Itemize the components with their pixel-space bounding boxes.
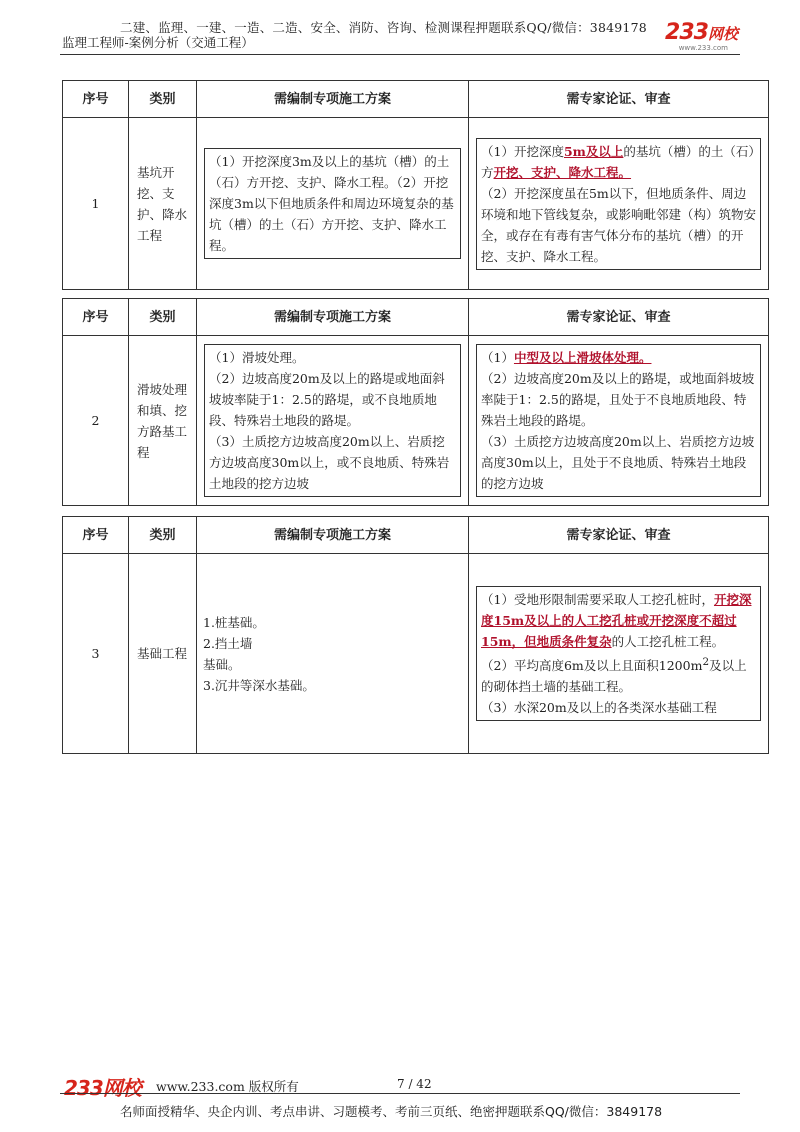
row-num: 1 xyxy=(63,118,129,290)
col-header-category: 类别 xyxy=(129,81,197,118)
table-header-row xyxy=(63,299,769,336)
row-expert: （1）受地形限制需要采取人工挖孔桩时，开挖深度15m及以上的人工挖孔桩或开挖深度不超过15m，但地质条件复杂的人工挖孔桩工程。 （2）平均高度6m及以上且面积$1200m^2$及以上的砌体挡土墙的基础工程。 （3）水深20m及以上的各类深水基础工程 xyxy=(469,554,769,754)
table-row-1-block xyxy=(62,80,769,290)
table-row-2-block xyxy=(62,298,769,506)
row-plan: （1）开挖深度3m及以上的基坑（槽）的土（石）方开挖、支护、降水工程。（2）开挖深度3m以下但地质条件和周边环境复杂的基坑（槽）的土（石）方开挖、支护、降水工程。 xyxy=(197,118,469,290)
row-category: 基坑开挖、支护、降水工程 xyxy=(129,118,197,290)
row-category: 滑坡处理和填、挖方路基工程 xyxy=(129,336,197,506)
footer-brand-logo: 233网校 xyxy=(64,1076,141,1100)
footer-copyright: www.233.com 版权所有 xyxy=(156,1079,299,1094)
table-row-3-block xyxy=(62,516,769,754)
col-header-category: 类别 xyxy=(129,299,197,336)
col-header-plan: 需编制专项施工方案 xyxy=(197,81,469,118)
row-category: 基础工程 xyxy=(129,554,197,754)
table-row xyxy=(63,118,769,290)
footer-promo-text: 名师面授精华、央企内训、考点串讲、习题模考、考前三页纸、绝密押题联系QQ/微信：3849178 xyxy=(120,1104,663,1119)
header-doc-title: 监理工程师-案例分析（交通工程） xyxy=(62,35,254,50)
table-header-row xyxy=(63,517,769,554)
col-header-expert: 需专家论证、审查 xyxy=(469,81,769,118)
brand-logo-url: www.233.com xyxy=(678,44,728,52)
col-header-category: 类别 xyxy=(129,517,197,554)
col-header-num: 序号 xyxy=(63,299,129,336)
col-header-num: 序号 xyxy=(63,81,129,118)
row-num: 3 xyxy=(63,554,129,754)
col-header-plan: 需编制专项施工方案 xyxy=(197,517,469,554)
row-expert: （1）开挖深度5m及以上的基坑（槽）的土（石）方开挖、支护、降水工程。 （2）开挖深度虽在5m以下，但地质条件、周边环境和地下管线复杂，或影响毗邻建（构）筑物安全，或存在有毒有害气体分布的基坑（槽）的开挖、支护、降水工程。 xyxy=(469,118,769,290)
col-header-num: 序号 xyxy=(63,517,129,554)
header-rule xyxy=(60,54,740,55)
row-plan: 1.桩基础。 2.挡土墙 基础。 3.沉井等深水基础。 xyxy=(197,554,469,754)
brand-logo: 233网校 xyxy=(665,20,738,45)
row-num: 2 xyxy=(63,336,129,506)
table-row xyxy=(63,554,769,754)
col-header-plan: 需编制专项施工方案 xyxy=(197,299,469,336)
table-header-row xyxy=(63,81,769,118)
col-header-expert: 需专家论证、审查 xyxy=(469,299,769,336)
header-promo-text: 二建、监理、一建、一造、二造、安全、消防、咨询、检测课程押题联系QQ/微信：3849178 xyxy=(120,20,647,35)
col-header-expert: 需专家论证、审查 xyxy=(469,517,769,554)
row-expert: （1）中型及以上滑坡体处理。 （2）边坡高度20m及以上的路堤，或地面斜坡坡率陡于1：2.5的路堤，且处于不良地质地段、特殊岩土地段的路堤。 （3）土质挖方边坡高度20m以上、岩质挖方边坡高度30m以上，且处于不良地质、特殊岩土地段的挖方边坡 xyxy=(469,336,769,506)
row-plan: （1）滑坡处理。 （2）边坡高度20m及以上的路堤或地面斜坡坡率陡于1：2.5的路堤，或不良地质地段、特殊岩土地段的路堤。 （3）土质挖方边坡高度20m以上、岩质挖方边坡高度30m以上，或不良地质、特殊岩土地段的挖方边坡 xyxy=(197,336,469,506)
page-number: 7 / 42 xyxy=(397,1077,432,1091)
footer-rule xyxy=(60,1093,740,1094)
table-row xyxy=(63,336,769,506)
